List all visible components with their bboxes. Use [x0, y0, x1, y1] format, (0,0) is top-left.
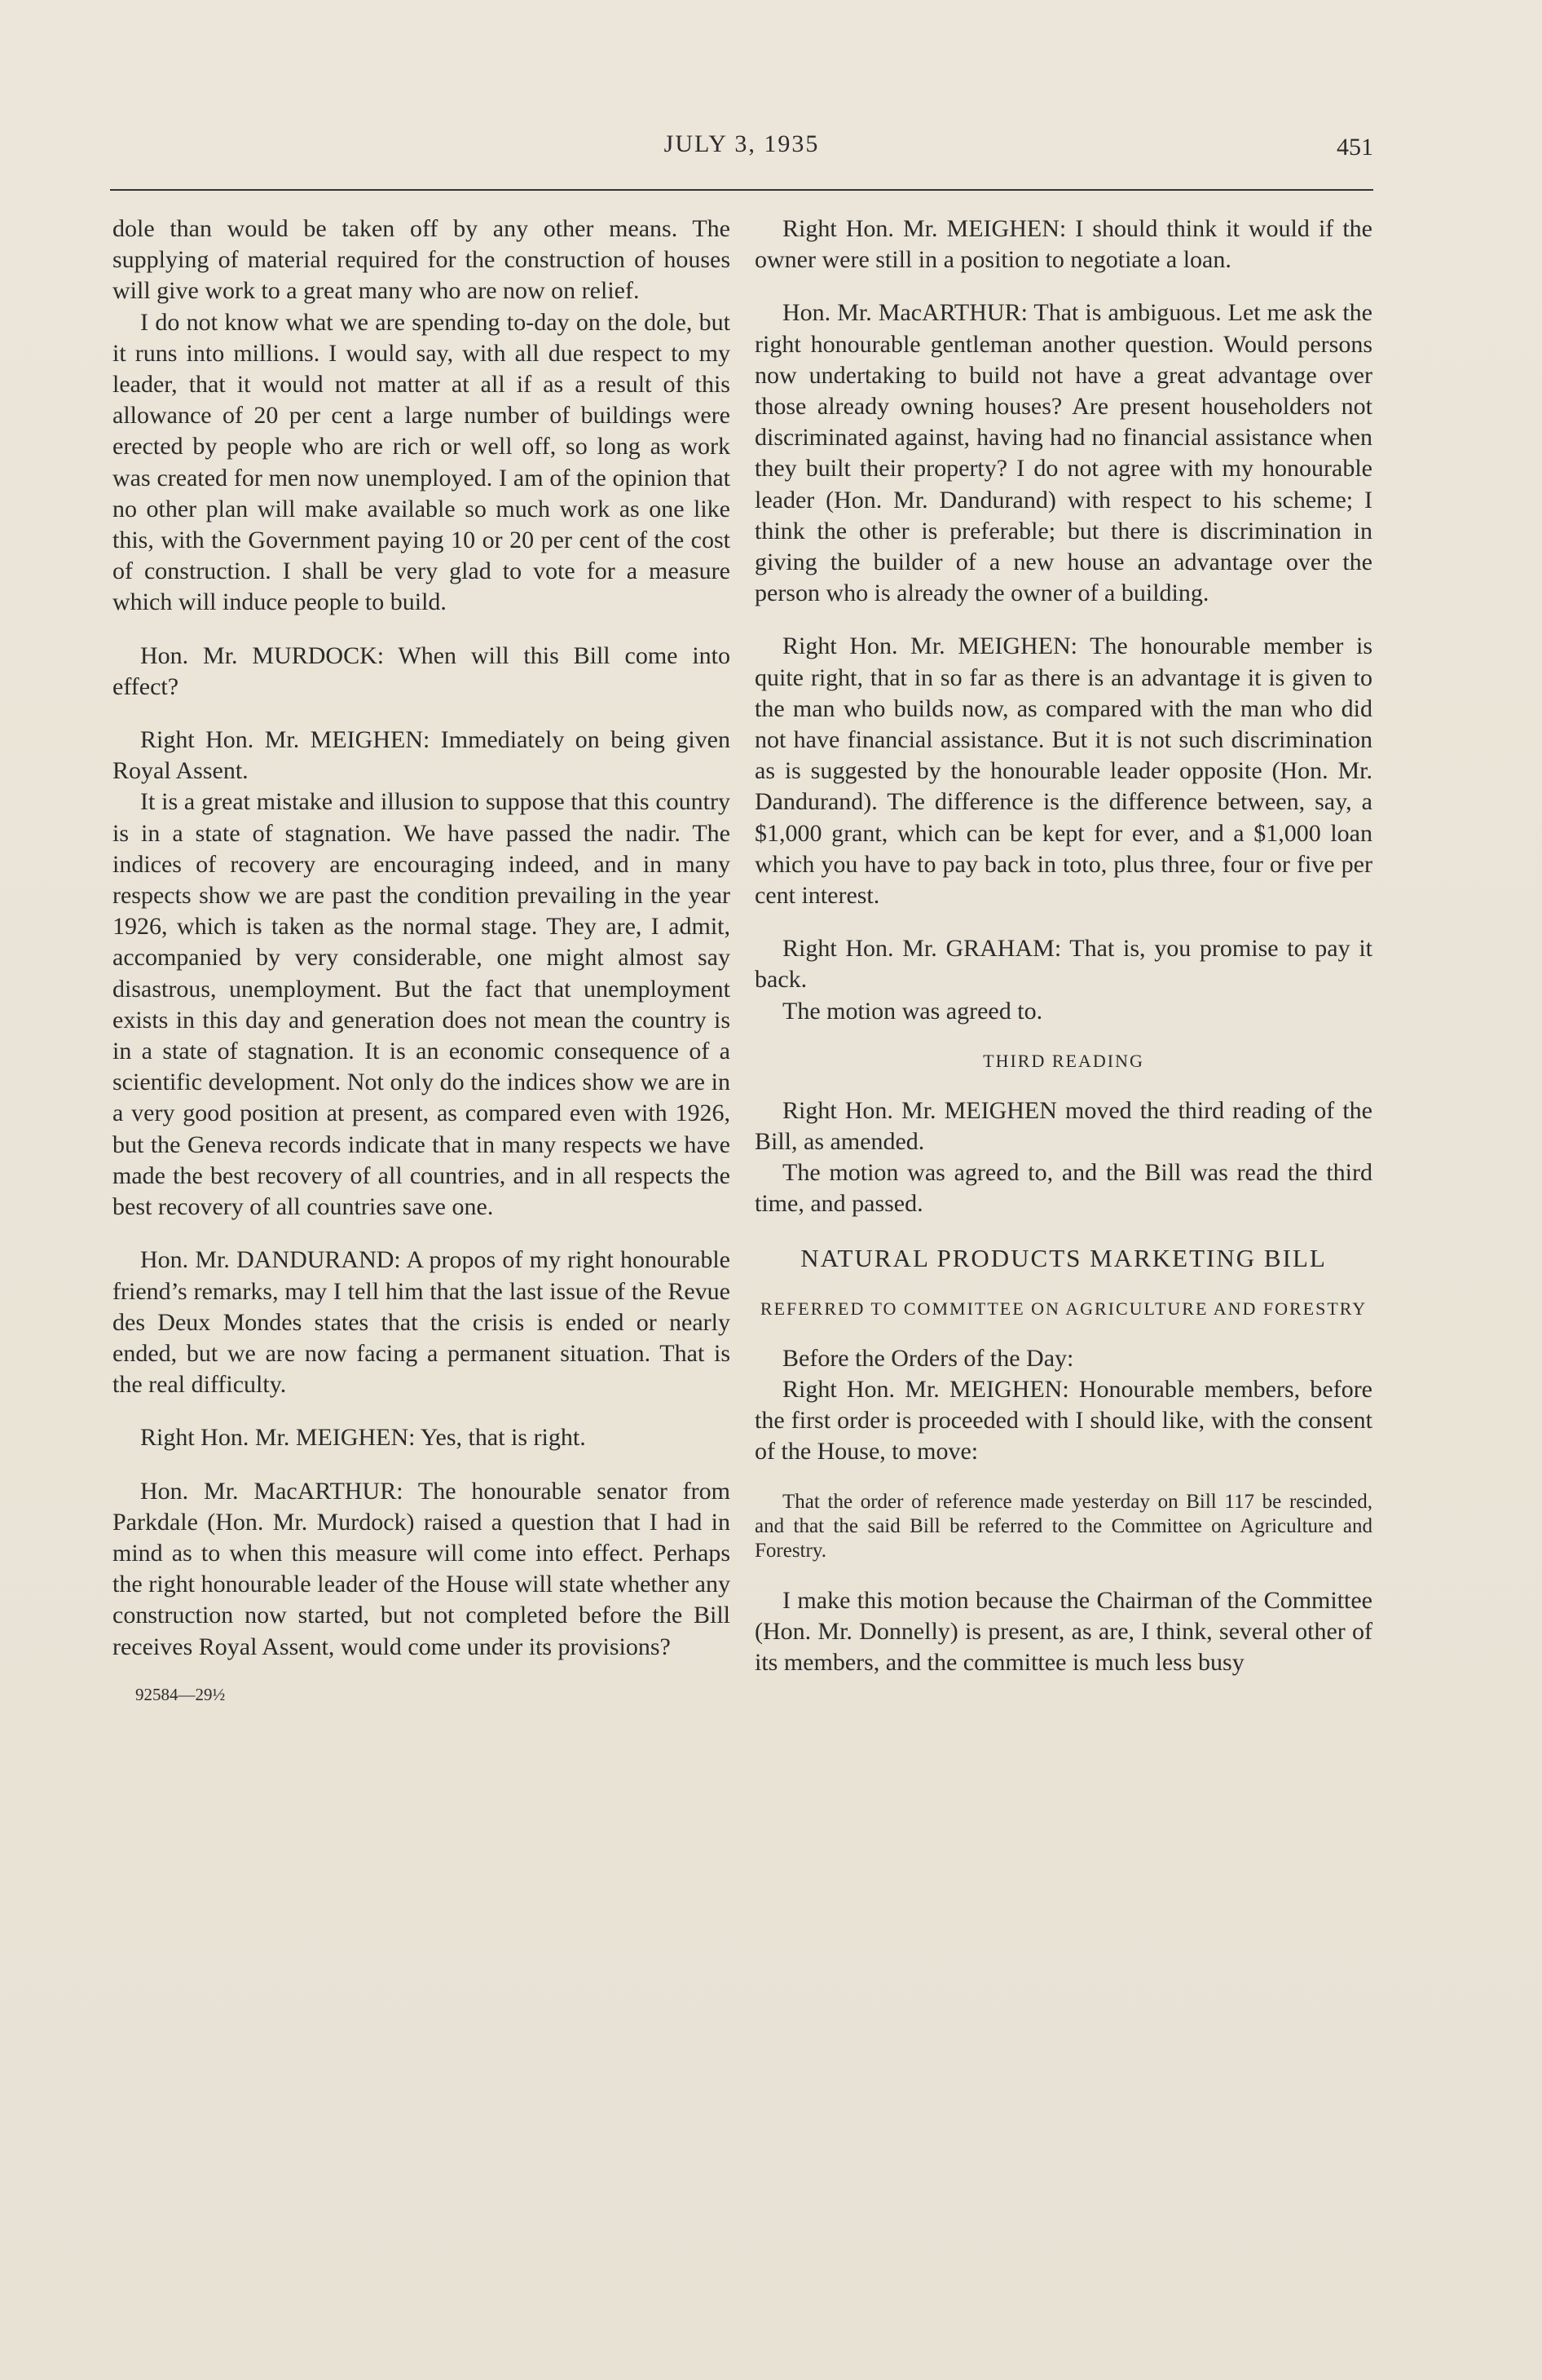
paragraph: dole than would be taken off by any other means. The supplying of material required for the construction of houses will give work to a great many who are now on relief. — [112, 215, 730, 305]
section-title: NATURAL PRODUCTS MARKETING BILL — [800, 1243, 1327, 1272]
right-column — [755, 214, 1372, 1678]
paragraph: I make this motion because the Chairman of the Committee (Hon. Mr. Donnelly) is present, as are, I think, several other of its members, and the committee is much less busy — [755, 1586, 1372, 1676]
print-footnote: 92584—29½ — [135, 1684, 226, 1704]
running-head-date: JULY 3, 1935 — [663, 130, 820, 157]
paragraph: Hon. Mr. MacARTHUR: The honourable senator from Parkdale (Hon. Mr. Murdock) raised a question that I had in mind as to when this measure will come into effect. Perhaps the right honourable leader of the House will state whether any construction now started, but not completed before the Bill receives Royal Assent, would come under its provisions? — [112, 1477, 730, 1660]
paragraph: Right Hon. Mr. GRAHAM: That is, you promise to pay it back. — [755, 935, 1372, 994]
paragraph: Hon. Mr. MacARTHUR: That is ambiguous. Let me ask the right honourable gentleman another question. Would persons now undertaking to build not have a great advantage over those already owning houses? Are present householders not discriminated against, having had no financial assistance when they built their property? I do not agree with my honourable leader (Hon. Mr. Dandurand) with respect to his scheme; I think the other is preferable; but there is discrimination in giving the builder of a new house an advantage over the person who is already the owner of a building. — [755, 299, 1372, 607]
paragraph: I do not know what we are spending to-day on the dole, but it runs into millions. I would say, with all due respect to my leader, that it would not matter at all if as a result of this allowance of 20 per cent a large number of buildings were erected by people who are rich or well off, so long as work was created for men now unemployed. I am of the opinion that no other plan will make available so much work as one like this, with the Government paying 10 or 20 per cent of the cost of construction. I shall be very glad to vote for a measure which will induce people to build. — [112, 308, 730, 616]
paragraph: The motion was agreed to. — [782, 997, 1043, 1025]
paragraph: Hon. Mr. DANDURAND: A propos of my right honourable friend’s remarks, may I tell him that the last issue of the Revue des Deux Mondes states that the crisis is ended or nearly ended, but we are now facing a permanent situation. That is the real difficulty. — [112, 1246, 730, 1399]
paragraph: Hon. Mr. MURDOCK: When will this Bill come into effect? — [112, 641, 730, 700]
left-column — [112, 214, 730, 1710]
paragraph: Right Hon. Mr. MEIGHEN: Immediately on being given Royal Assent. — [112, 726, 730, 785]
subsection-heading: THIRD READING — [983, 1050, 1144, 1071]
header-rule — [110, 189, 1373, 191]
paragraph: Right Hon. Mr. MEIGHEN: Honourable members, before the first order is proceeded with I should like, with the consent of the House, to move: — [755, 1375, 1372, 1465]
page-header — [110, 130, 1373, 179]
paragraph: Right Hon. Mr. MEIGHEN: The honourable member is quite right, that in so far as there is an advantage it is given to the man who builds now, as compared with the man who did not have financial assistance. But it is not such discrimination as is suggested by the honourable leader opposite (Hon. Mr. Dandurand). The difference is the difference between, say, a $1,000 grant, which can be kept for ever, and a $1,000 loan which you have to pay back in toto, plus three, four or five per cent interest. — [755, 632, 1372, 910]
paragraph: Right Hon. Mr. MEIGHEN: I should think it would if the owner were still in a position to negotiate a loan. — [755, 215, 1372, 274]
paragraph: Before the Orders of the Day: — [782, 1344, 1074, 1372]
paragraph: The motion was agreed to, and the Bill was read the third time, and passed. — [755, 1159, 1372, 1218]
section-subtitle: REFERRED TO COMMITTEE ON AGRICULTURE AND FORESTRY — [760, 1298, 1368, 1319]
paragraph: It is a great mistake and illusion to suppose that this country is in a state of stagnation. We have passed the nadir. The indices of recovery are encouraging indeed, and in many respects show we are past the condition prevailing in the year 1926, which is taken as the normal stage. They are, I admit, accompanied by very considerable, one might almost say disastrous, unemployment. But the fact that unemployment exists in this day and generation does not mean the country is in a state of stagnation. It is an economic consequence of a scientific development. Not only do the indices show we are in a very good position at present, as compared even with 1926, but the Geneva records indicate that in many respects we have made the best recovery of all countries, and in all respects the best recovery of all countries save one. — [112, 788, 730, 1221]
quoted-motion: That the order of reference made yesterday on Bill 117 be rescinded, and that the said Bill be referred to the Committee on Agriculture and Forestry. — [755, 1490, 1372, 1562]
paragraph: Right Hon. Mr. MEIGHEN moved the third reading of the Bill, as amended. — [755, 1096, 1372, 1156]
page-number: 451 — [1337, 134, 1373, 161]
paragraph: Right Hon. Mr. MEIGHEN: Yes, that is right. — [140, 1424, 586, 1452]
